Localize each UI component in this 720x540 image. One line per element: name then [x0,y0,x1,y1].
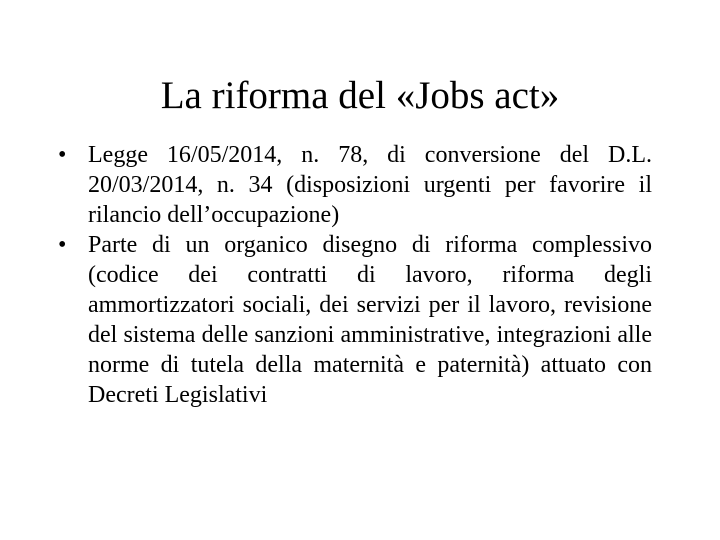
bullet-text: Legge 16/05/2014, n. 78, di conversione del D.L. 20/03/2014, n. 34 (disposizioni urgenti per favorire il rilancio dell’occupazione) [88,142,652,228]
bullet-text: Parte di un organico disegno di riforma complessivo (codice dei contratti di lavoro, riforma degli ammortizzatori sociali, dei servizi per il lavoro, revisione del sistema delle sanzioni amministrative, integrazioni alle norme di tutela della maternità e paternità) attuato con Decreti Legislativi [88,232,652,408]
bullet-item [58,230,652,410]
bullet-item [58,140,652,230]
bullet-icon: • [58,142,67,168]
bullet-list [58,140,652,410]
bullet-icon: • [58,232,67,258]
slide-title: La riforma del «Jobs act» [160,74,560,117]
